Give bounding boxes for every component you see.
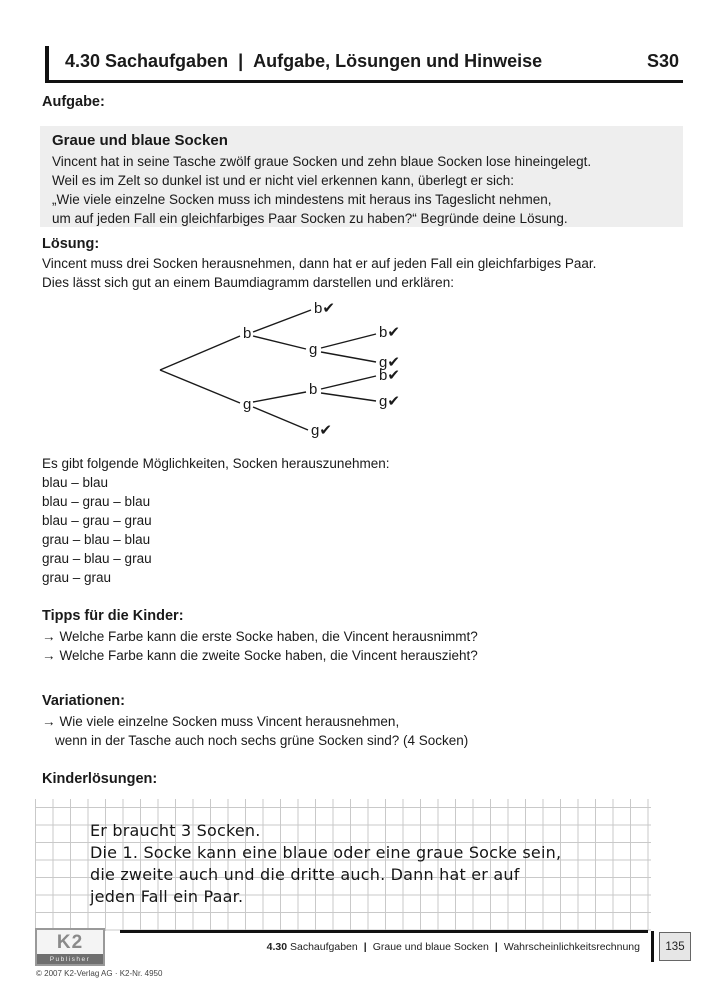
tree-node-b: b [243, 325, 252, 342]
tree-leaf-bgb: b✔ [379, 324, 400, 341]
footer-rule [120, 930, 648, 933]
tip-item [42, 627, 478, 646]
tree-leaf-gg: g✔ [311, 422, 332, 439]
tree-leaf-gbb: b✔ [379, 367, 400, 384]
task-box [40, 126, 683, 227]
footer-breadcrumb [128, 941, 640, 953]
variationen-section [42, 693, 468, 750]
handwriting-line: Die 1. Socke kann eine blaue oder eine graue Socke sein, [90, 843, 562, 862]
tree-node-g: g [243, 396, 252, 413]
tree-node-bg: g [309, 341, 318, 358]
list-item: grau – blau – blau [42, 532, 151, 547]
tipps-label: Tipps für die Kinder: [42, 608, 184, 624]
footer-chapter-title: Sachaufgaben [290, 941, 358, 953]
task-line: Vincent hat in seine Tasche zwölf graue Socken und zehn blaue Socken lose hineingelegt. [52, 154, 592, 169]
page-number: 135 [659, 932, 691, 961]
tree-node-gb: b [309, 381, 318, 398]
footer-chapter-number: 4.30 [266, 941, 288, 953]
footer-task-title: Graue und blaue Socken [372, 941, 489, 953]
task-line: „Wie viele einzelne Socken muss ich mindestens mit heraus ins Tageslicht nehmen, [52, 192, 552, 207]
arrow-icon: → [42, 629, 56, 644]
tree-diagram-svg [140, 292, 440, 454]
tree-leaf-bb: b✔ [314, 300, 335, 317]
header-title [65, 51, 542, 72]
handwriting-line: jeden Fall ein Paar. [90, 887, 244, 906]
k2-logo-text: K2 [56, 932, 84, 953]
loesung-line: Dies lässt sich gut an einem Baumdiagramm darstellen und erklären: [42, 275, 454, 290]
footer-separator: | [494, 941, 498, 953]
list-item: blau – grau – grau [42, 513, 152, 528]
grid-paper [35, 799, 651, 931]
loesung-line: Vincent muss drei Socken herausnehmen, dann hat er auf jeden Fall ein gleichfarbiges Paar. [42, 256, 597, 271]
header-chapter: 4.30 Sachaufgaben [65, 50, 229, 71]
tree-leaf-bgg: g✔ [379, 354, 400, 371]
k2-logo-subtext: Publisher [37, 954, 103, 964]
task-line: um auf jeden Fall ein gleichfarbiges Paar Socken zu haben?“ Begründe deine Lösung. [52, 211, 568, 226]
footer-end-bar [651, 931, 654, 962]
possibilities-list [42, 454, 389, 587]
loesung-label: Lösung: [42, 236, 100, 252]
task-box-title: Graue und blaue Socken [52, 132, 228, 149]
tip-text: Welche Farbe kann die erste Socke haben, die Vincent herausnimmt? [59, 629, 478, 644]
list-item: grau – blau – grau [42, 551, 152, 566]
footer-topic: Wahrscheinlichkeitsrechnung [503, 941, 640, 953]
arrow-icon: → [42, 648, 56, 663]
variation-text-continued: wenn in der Tasche auch noch sechs grüne Socken sind? (4 Socken) [55, 733, 469, 748]
arrow-icon: → [42, 714, 56, 729]
tree-leaf-gbg: g✔ [379, 393, 400, 410]
task-line: Weil es im Zelt so dunkel ist und er nicht viel erkennen kann, überlegt er sich: [52, 173, 514, 188]
tree-diagram [140, 292, 440, 459]
footer-separator: | [363, 941, 367, 953]
tip-text: Welche Farbe kann die zweite Socke haben, die Vincent herauszieht? [59, 648, 478, 663]
handwriting [90, 820, 561, 908]
kinderloesungen-label: Kinderlösungen: [42, 771, 158, 787]
list-item: blau – grau – blau [42, 494, 151, 509]
header-subtitle: Aufgabe, Lösungen und Hinweise [253, 50, 543, 71]
variationen-label: Variationen: [42, 693, 125, 709]
page-header [45, 46, 683, 83]
header-separator: | [238, 50, 244, 71]
possibilities-intro: Es gibt folgende Möglichkeiten, Socken herauszunehmen: [42, 456, 390, 471]
tipps-section [42, 608, 478, 665]
publisher-logo [35, 928, 105, 966]
variation-item [42, 712, 468, 731]
header-page-code: S30 [646, 50, 679, 71]
list-item: grau – grau [42, 570, 112, 585]
list-item: blau – blau [42, 475, 109, 490]
handwriting-line: Er braucht 3 Socken. [90, 821, 261, 840]
variation-text: Wie viele einzelne Socken muss Vincent herausnehmen, [59, 714, 400, 729]
aufgabe-label: Aufgabe: [42, 94, 105, 110]
handwriting-line: die zweite auch und die dritte auch. Dann hat er auf [90, 865, 520, 884]
copyright-notice: © 2007 K2-Verlag AG · K2-Nr. 4950 [36, 969, 163, 978]
loesung-text [42, 254, 596, 292]
tip-item [42, 646, 478, 665]
